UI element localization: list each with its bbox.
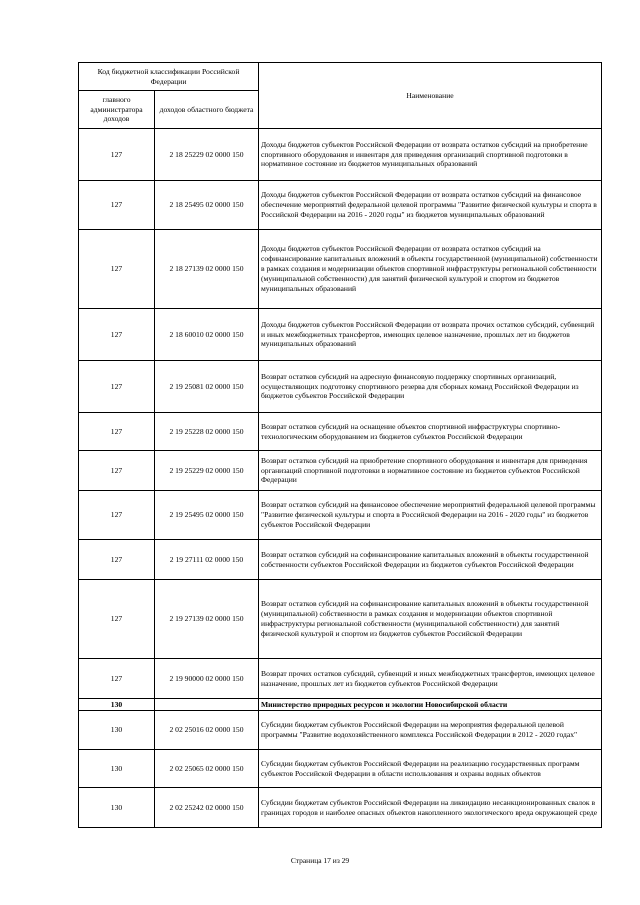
name-cell: Доходы бюджетов субъектов Российской Федерации от возврата остатков субсидий на софинансирование капитальных вложений в объекты государственной (муниципальной) собственности в рамках создания и модернизации объектов спортивной инфраструктуры региональной собственности (муниципальной собственности) для занятий физической культурой и спортом из бюджетов муниципальных образований: [259, 230, 602, 309]
admin-code-cell: 127: [79, 181, 155, 230]
header-admin-column: главного администратора доходов: [79, 91, 155, 129]
table-row: [79, 361, 602, 413]
income-code-cell: [155, 699, 259, 711]
admin-code-cell: 127: [79, 491, 155, 540]
table-row: [79, 129, 602, 181]
budget-classification-table: [78, 62, 602, 828]
table-row: [79, 659, 602, 699]
table-body: [79, 129, 602, 828]
name-cell: Возврат остатков субсидий на приобретение спортивного оборудования и инвентаря для приведения организаций спортивной подготовки в нормативное состояние из бюджетов субъектов Российской Федерации: [259, 451, 602, 491]
income-code-cell: 2 19 27111 02 0000 150: [155, 540, 259, 580]
income-code-cell: 2 19 25495 02 0000 150: [155, 491, 259, 540]
table-row: [79, 491, 602, 540]
name-cell: Возврат остатков субсидий на софинансирование капитальных вложений в объекты государственной (муниципальной) собственности в рамках создания и модернизации объектов спортивной инфраструктуры региональной собственности (муниципальной собственности) для занятий физической культурой и спортом из бюджетов субъектов Российской Федерации: [259, 580, 602, 659]
name-cell: Субсидии бюджетам субъектов Российской Федерации на реализацию государственных программ субъектов Российской Федерации в области использования и охраны водных объектов: [259, 750, 602, 788]
admin-code-cell: 127: [79, 129, 155, 181]
income-code-cell: 2 19 90000 02 0000 150: [155, 659, 259, 699]
admin-code-cell: 127: [79, 413, 155, 451]
table-row: [79, 788, 602, 828]
admin-code-cell: 127: [79, 659, 155, 699]
income-code-cell: 2 02 25016 02 0000 150: [155, 711, 259, 750]
admin-code-cell: 130: [79, 699, 155, 711]
table-row: [79, 750, 602, 788]
table-row: [79, 309, 602, 361]
table-row: [79, 451, 602, 491]
table-row: [79, 230, 602, 309]
name-cell: Доходы бюджетов субъектов Российской Федерации от возврата остатков субсидий на финансовое обеспечение мероприятий федеральной целевой программы "Развитие физической культуры и спорта в Российской Федерации на 2016 - 2020 годы" из бюджетов муниципальных образований: [259, 181, 602, 230]
income-code-cell: 2 18 27139 02 0000 150: [155, 230, 259, 309]
admin-code-cell: 127: [79, 309, 155, 361]
admin-code-cell: 127: [79, 361, 155, 413]
income-code-cell: 2 19 25228 02 0000 150: [155, 413, 259, 451]
header-income-column: доходов областного бюджета: [155, 91, 259, 129]
table-row: [79, 413, 602, 451]
page-number: Страница 17 из 29: [290, 856, 350, 865]
header-code-group: Код бюджетной классификации Российской Федерации: [79, 63, 259, 91]
income-code-cell: 2 18 25495 02 0000 150: [155, 181, 259, 230]
name-cell: Доходы бюджетов субъектов Российской Федерации от возврата остатков субсидий на приобретение спортивного оборудования и инвентаря для приведения организаций спортивной подготовки в нормативное состояние из бюджетов муниципальных образований: [259, 129, 602, 181]
table-row: [79, 711, 602, 750]
admin-code-cell: 127: [79, 580, 155, 659]
income-code-cell: 2 02 25065 02 0000 150: [155, 750, 259, 788]
name-cell: Возврат прочих остатков субсидий, субвенций и иных межбюджетных трансфертов, имеющих целевое назначение, прошлых лет из бюджетов субъектов Российской Федерации: [259, 659, 602, 699]
income-code-cell: 2 19 25081 02 0000 150: [155, 361, 259, 413]
income-code-cell: 2 18 60010 02 0000 150: [155, 309, 259, 361]
header-name: Наименование: [259, 63, 602, 129]
admin-code-cell: 130: [79, 711, 155, 750]
table-row: [79, 540, 602, 580]
name-cell: Субсидии бюджетам субъектов Российской Федерации на мероприятия федеральной целевой программы "Развитие водохозяйственного комплекса Российской Федерации в 2012 - 2020 годах": [259, 711, 602, 750]
name-cell: Доходы бюджетов субъектов Российской Федерации от возврата прочих остатков субсидий, субвенций и иных межбюджетных трансфертов, имеющих целевое назначение, прошлых лет из бюджетов муниципальных образований: [259, 309, 602, 361]
admin-code-cell: 130: [79, 750, 155, 788]
name-cell: Субсидии бюджетам субъектов Российской Федерации на ликвидацию несанкционированных свалок в границах городов и наиболее опасных объектов накопленного экологического вреда окружающей среде: [259, 788, 602, 828]
income-code-cell: 2 19 27139 02 0000 150: [155, 580, 259, 659]
name-cell: Возврат остатков субсидий на адресную финансовую поддержку спортивных организаций, осуществляющих подготовку спортивного резерва для сборных команд Российской Федерации из бюджетов субъектов Российской Федерации: [259, 361, 602, 413]
table-row: [79, 181, 602, 230]
admin-code-cell: 127: [79, 230, 155, 309]
income-code-cell: 2 02 25242 02 0000 150: [155, 788, 259, 828]
admin-code-cell: 127: [79, 451, 155, 491]
admin-code-cell: 130: [79, 788, 155, 828]
name-cell: Возврат остатков субсидий на оснащение объектов спортивной инфраструктуры спортивно-технологическим оборудованием из бюджетов субъектов Российской Федерации: [259, 413, 602, 451]
table-row: [79, 580, 602, 659]
name-cell: Возврат остатков субсидий на финансовое обеспечение мероприятий федеральной целевой программы "Развитие физической культуры и спорта в Российской Федерации на 2016 - 2020 годы" из бюджетов субъектов Российской Федерации: [259, 491, 602, 540]
name-cell: Возврат остатков субсидий на софинансирование капитальных вложений в объекты государственной собственности субъектов Российской Федерации из бюджетов субъектов Российской Федерации: [259, 540, 602, 580]
table-row: [79, 699, 602, 711]
name-cell: Министерство природных ресурсов и экологии Новосибирской области: [259, 699, 602, 711]
income-code-cell: 2 19 25229 02 0000 150: [155, 451, 259, 491]
admin-code-cell: 127: [79, 540, 155, 580]
income-code-cell: 2 18 25229 02 0000 150: [155, 129, 259, 181]
